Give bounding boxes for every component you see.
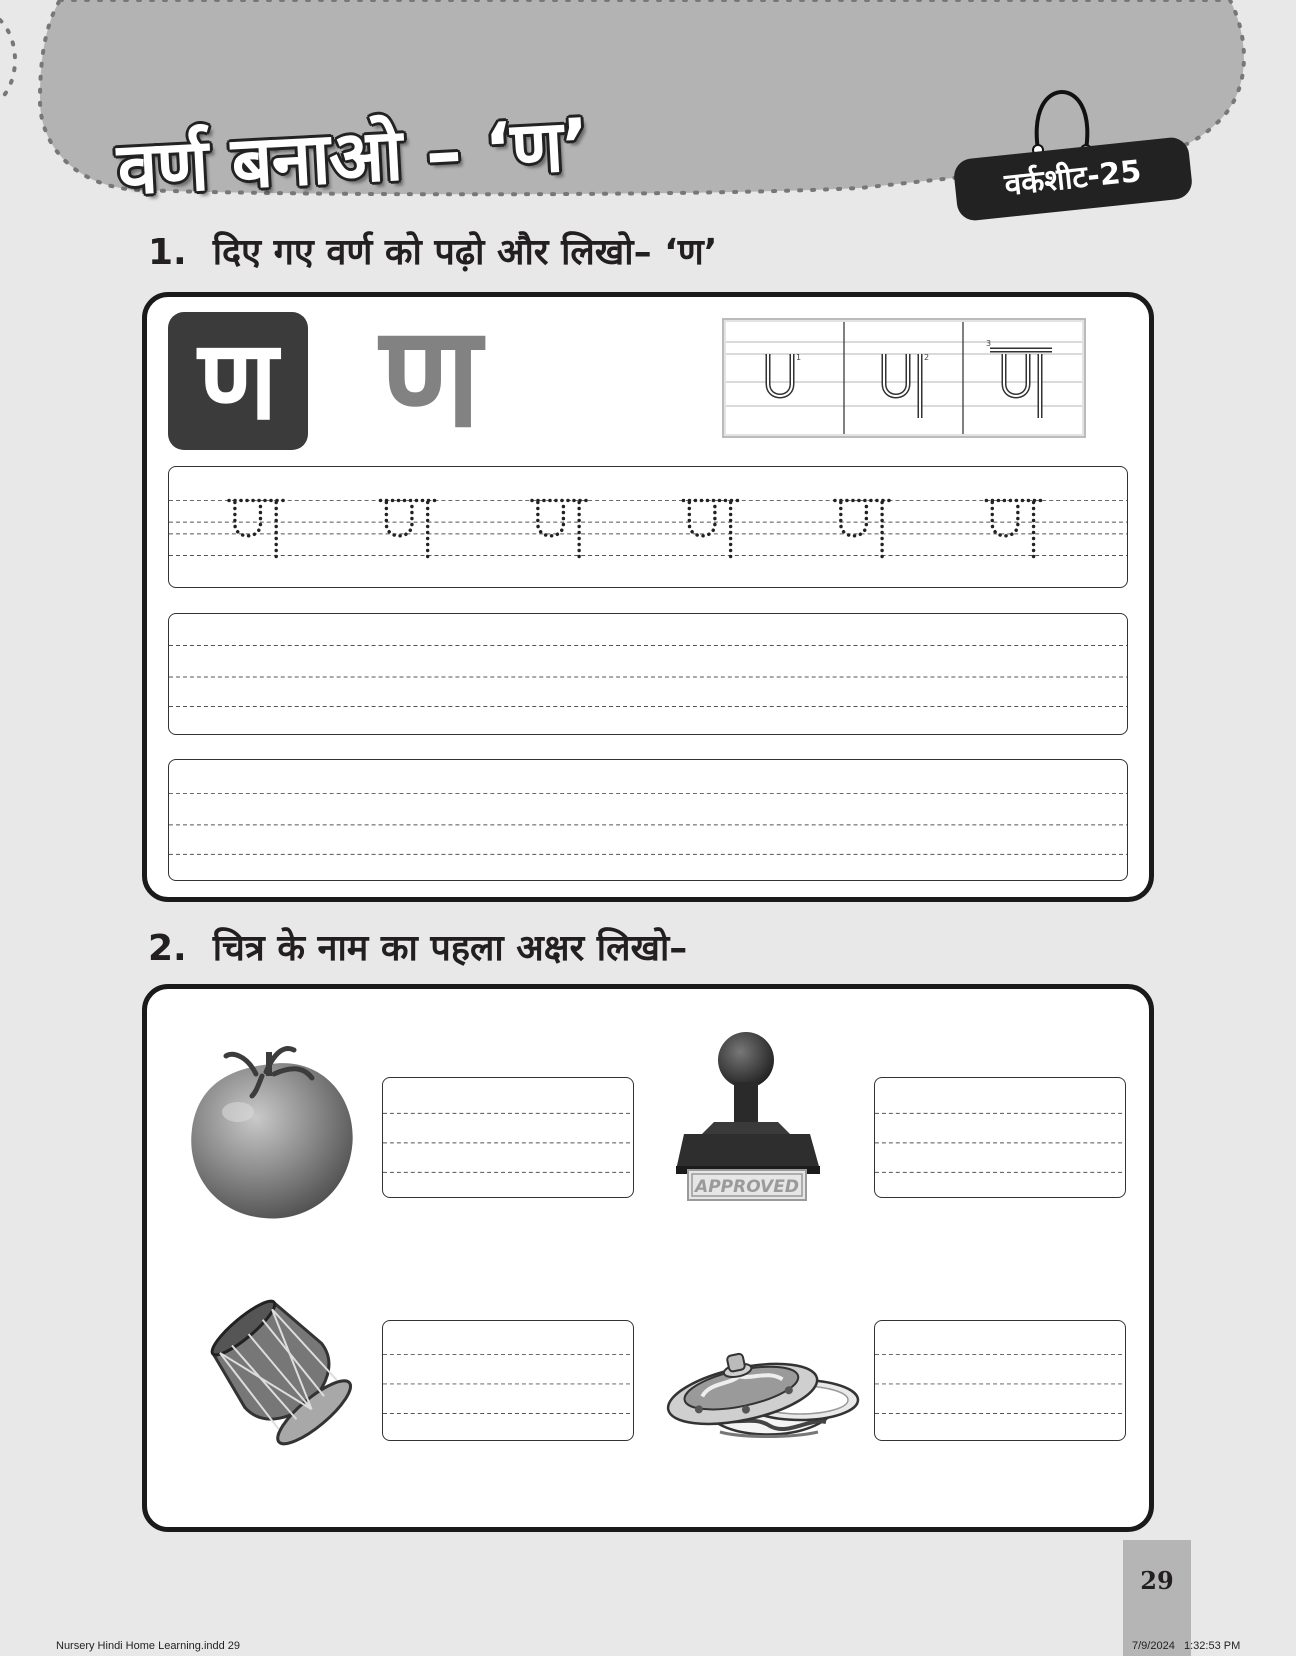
question-2-heading — [148, 922, 687, 971]
stamp-approved-label: APPROVED — [695, 1177, 799, 1197]
answer-box-stamp[interactable] — [874, 1077, 1126, 1198]
bowl-image — [662, 1336, 862, 1456]
question-2-instruction: चित्र के नाम का पहला अक्षर लिखो– — [212, 928, 688, 969]
tracing-row[interactable] — [168, 466, 1128, 588]
writing-row-1[interactable] — [168, 613, 1128, 735]
tomato-image — [186, 1034, 356, 1220]
question-1-heading — [148, 226, 717, 275]
question-1-instruction: दिए गए वर्ण को पढ़ो और लिखो– ‘ण’ — [212, 232, 718, 273]
writing-row-2[interactable] — [168, 759, 1128, 881]
dotted-letter-tracing — [169, 467, 1127, 587]
answer-guidelines — [875, 1078, 1125, 1197]
page-title: वर्ण बनाओ – ‘ण’ — [115, 102, 591, 212]
page-number: 29 — [1140, 1566, 1174, 1595]
file-info: Nursery Hindi Home Learning.indd 29 — [56, 1640, 241, 1652]
tracing-letter — [683, 500, 742, 557]
tracing-letter — [986, 500, 1045, 557]
svg-text:2: 2 — [924, 353, 930, 362]
stroke-order-guide — [722, 318, 1086, 438]
svg-text:1: 1 — [796, 353, 802, 362]
tracing-letter — [532, 500, 591, 557]
tracing-letter — [835, 500, 894, 557]
question-1-number: 1. — [148, 232, 187, 273]
answer-guidelines — [383, 1078, 633, 1197]
stamp-image — [674, 1030, 820, 1202]
answer-box-drum[interactable] — [382, 1320, 634, 1441]
letter-tile: ण — [168, 312, 308, 450]
worksheet-badge: वर्कशीट-25 — [952, 136, 1193, 222]
svg-text:3: 3 — [986, 339, 992, 348]
answer-box-bowl[interactable] — [874, 1320, 1126, 1441]
writing-guidelines — [169, 760, 1127, 880]
answer-guidelines — [383, 1321, 633, 1440]
question-2-number: 2. — [148, 928, 187, 969]
letter-large-gray: ण — [380, 296, 482, 459]
print-timestamp: 7/9/2024 1:32:53 PM — [1132, 1640, 1241, 1652]
tracing-letter — [380, 500, 439, 557]
drum-image — [208, 1296, 356, 1452]
tracing-letter — [229, 500, 288, 557]
answer-box-tomato[interactable] — [382, 1077, 634, 1198]
writing-guidelines — [169, 614, 1127, 734]
answer-guidelines — [875, 1321, 1125, 1440]
page-number-tab — [1123, 1540, 1191, 1656]
